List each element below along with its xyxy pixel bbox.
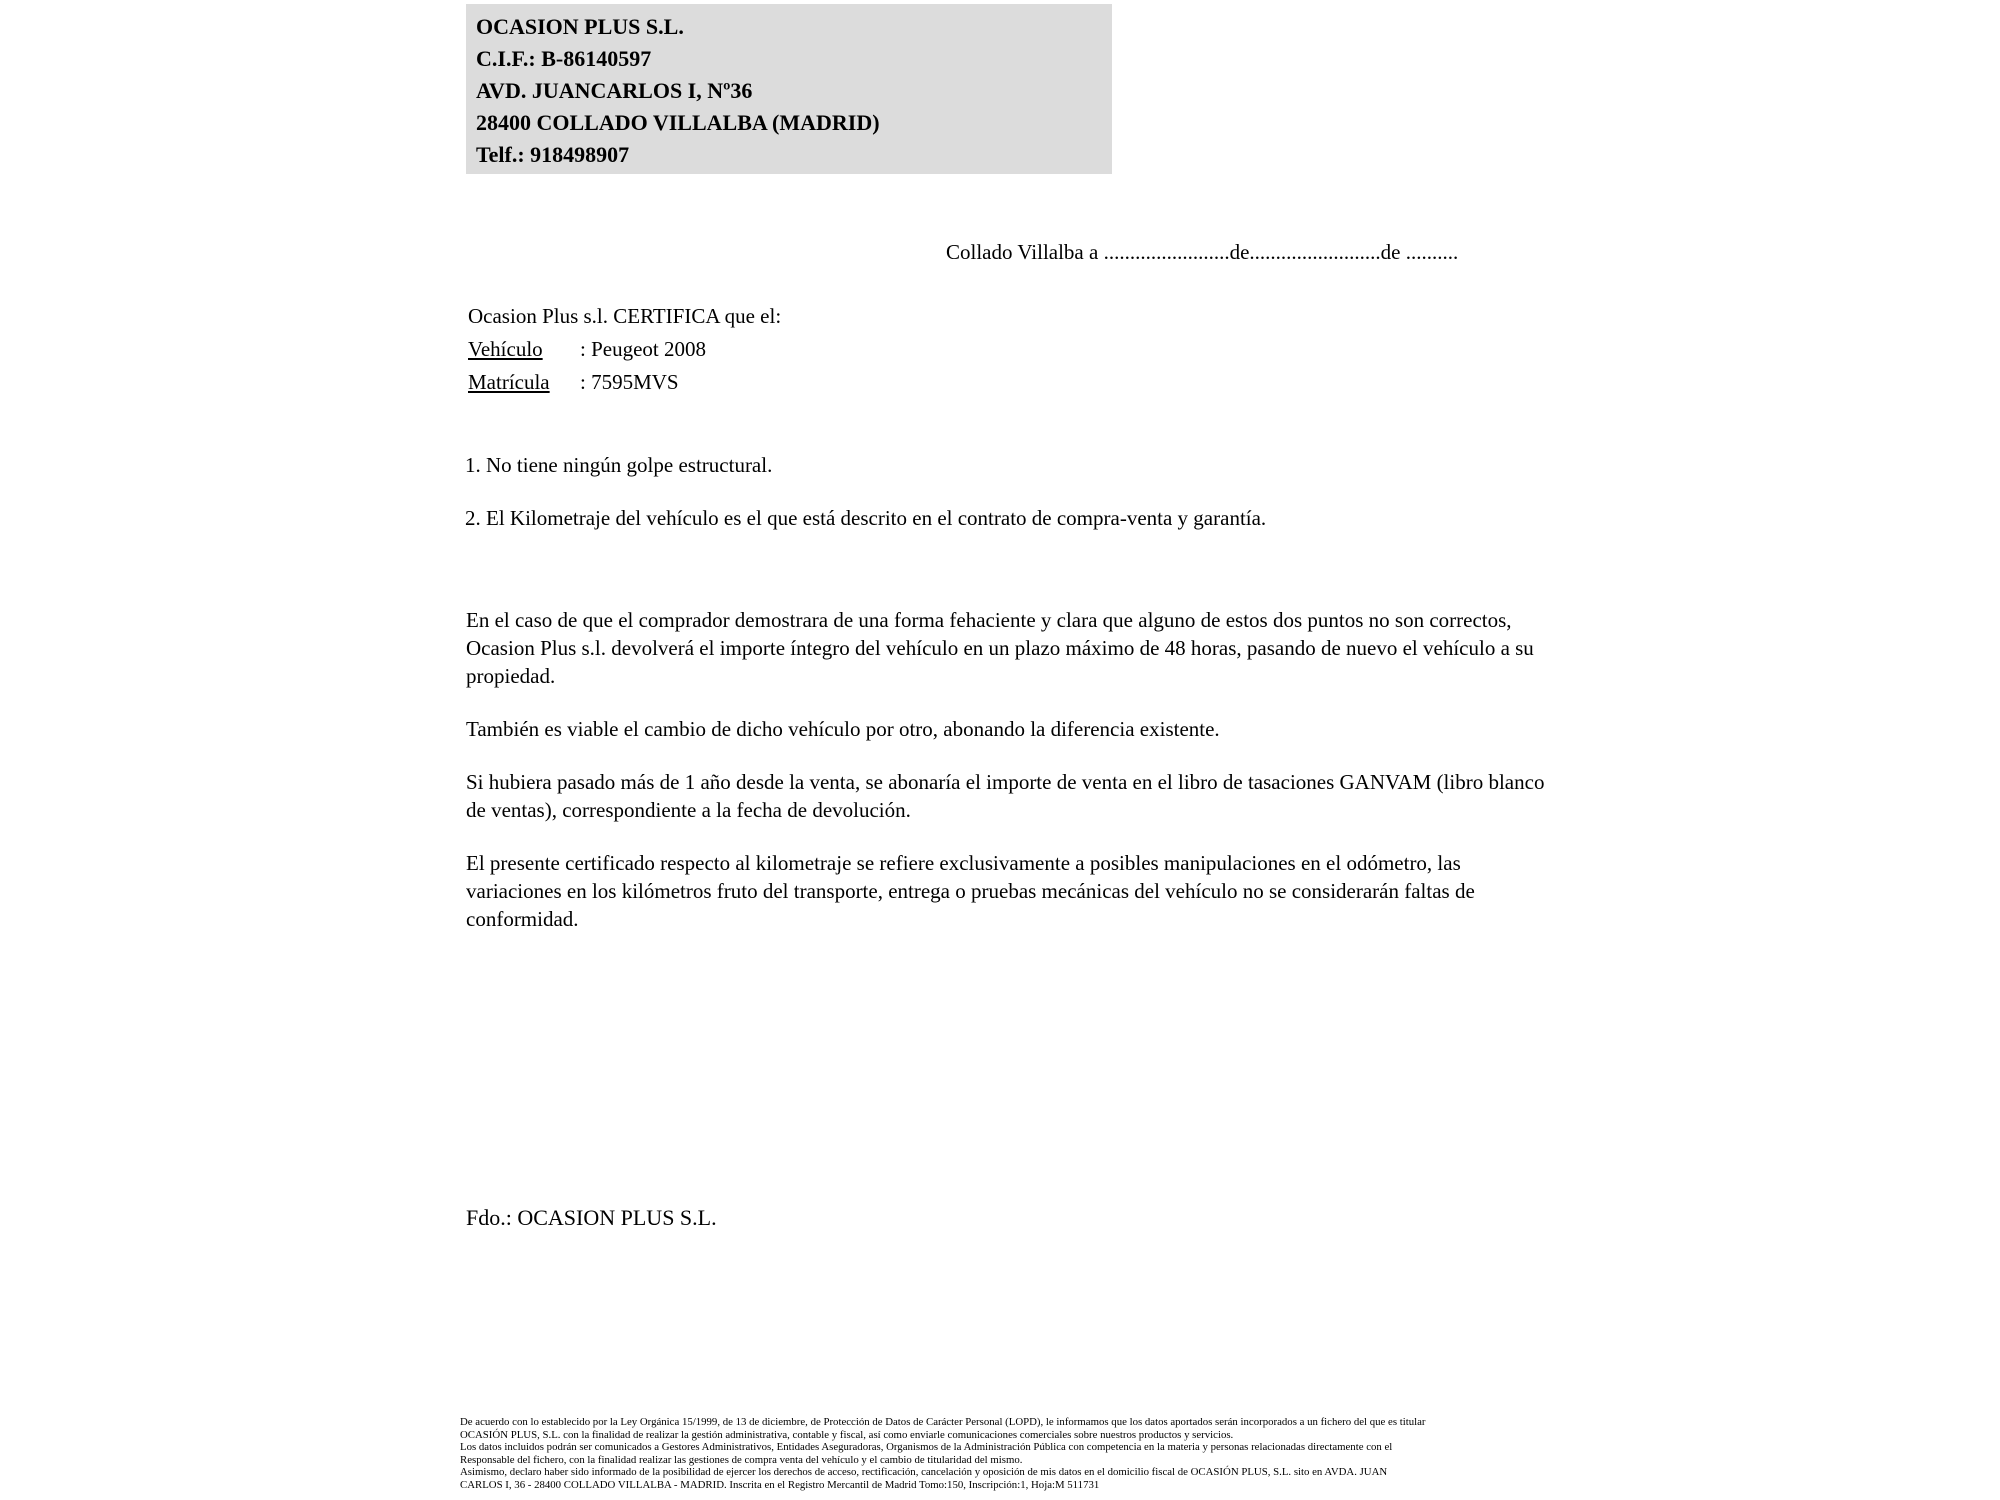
company-city: 28400 COLLADO VILLALBA (MADRID) [476, 110, 880, 135]
paragraph-refund-policy: En el caso de que el comprador demostrara de una forma fehaciente y clara que alguno de estos dos puntos no son correctos, Ocasion Plus s.l. devolverá el importe íntegro del vehículo en un plazo máximo de 48 horas, pasando de nuevo el vehículo a su propiedad. [466, 608, 1534, 688]
company-cif: C.I.F.: B-86140597 [476, 46, 652, 71]
point-structural-damage: 1. No tiene ningún golpe estructural. [465, 453, 773, 477]
signature-line: Fdo.: OCASION PLUS S.L. [466, 1205, 717, 1230]
legal-line: Responsable del fichero, con la finalidad realizar las gestiones de compra venta del vehículo y el cambio de titularidad del mismo. [460, 1453, 1023, 1466]
date-line: Collado Villalba a ........................de.........................de .......... [946, 240, 1459, 264]
certified-points [465, 451, 1266, 532]
legal-line: Asimismo, declaro haber sido informado de la posibilidad de ejercer los derechos de acceso, rectificación, cancelación y oposición de mis datos en el domicilio fiscal de OCASIÓN PLUS, S.L. sito en AVDA. JUAN [460, 1466, 1388, 1479]
plate-value: : 7595MVS [580, 370, 679, 394]
legal-line: CARLOS I, 36 - 28400 COLLADO VILLALBA - MADRID. Inscrita en el Registro Mercantil de Madrid Tomo:150, Inscripción:1, Hoja:M 511731 [460, 1478, 1100, 1491]
certify-block [468, 300, 781, 399]
plate-label: Matrícula [468, 370, 550, 394]
vehicle-value: : Peugeot 2008 [580, 337, 706, 361]
paragraph-exchange-option: También es viable el cambio de dicho vehículo por otro, abonando la diferencia existente. [466, 717, 1220, 741]
legal-notice [460, 1416, 1426, 1492]
legal-line: De acuerdo con lo establecido por la Ley Orgánica 15/1999, de 13 de diciembre, de Protección de Datos de Carácter Personal (LOPD), le informamos que los datos aportados serán incorporados a un fichero del que es titular [460, 1416, 1426, 1428]
paragraph-odometer-disclaimer: El presente certificado respecto al kilometraje se refiere exclusivamente a posibles manipulaciones en el odómetro, las variaciones en los kilómetros fruto del transporte, entrega o pruebas mecánicas del vehículo no se considerarán faltas de conformidad. [466, 851, 1475, 931]
company-address: AVD. JUANCARLOS I, Nº36 [476, 78, 753, 103]
vehicle-row [468, 333, 781, 366]
plate-row [468, 366, 781, 399]
point-mileage: 2. El Kilometraje del vehículo es el que está descrito en el contrato de compra-venta y garantía. [465, 506, 1267, 530]
legal-line: Los datos incluidos podrán ser comunicados a Gestores Administrativos, Entidades Aseguradoras, Organismos de la Administración Pública con competencia en la materia y personas relacionadas directamente con el [460, 1441, 1393, 1454]
paragraph-ganvam-valuation: Si hubiera pasado más de 1 año desde la venta, se abonaría el importe de venta en el libro de tasaciones GANVAM (libro blanco de ventas), correspondiente a la fecha de devolución. [466, 770, 1545, 822]
certify-intro: Ocasion Plus s.l. CERTIFICA que el: [468, 304, 782, 328]
legal-line: OCASIÓN PLUS, S.L. con la finalidad de realizar la gestión administrativa, contable y fiscal, así como enviarle comunicaciones comerciales sobre nuestros productos y servicios. [460, 1428, 1234, 1441]
vehicle-label: Vehículo [468, 337, 543, 361]
company-letterhead-box [466, 4, 1112, 174]
company-phone: Telf.: 918498907 [476, 142, 630, 167]
body-paragraphs [466, 606, 1546, 958]
company-name: OCASION PLUS S.L. [476, 14, 684, 39]
